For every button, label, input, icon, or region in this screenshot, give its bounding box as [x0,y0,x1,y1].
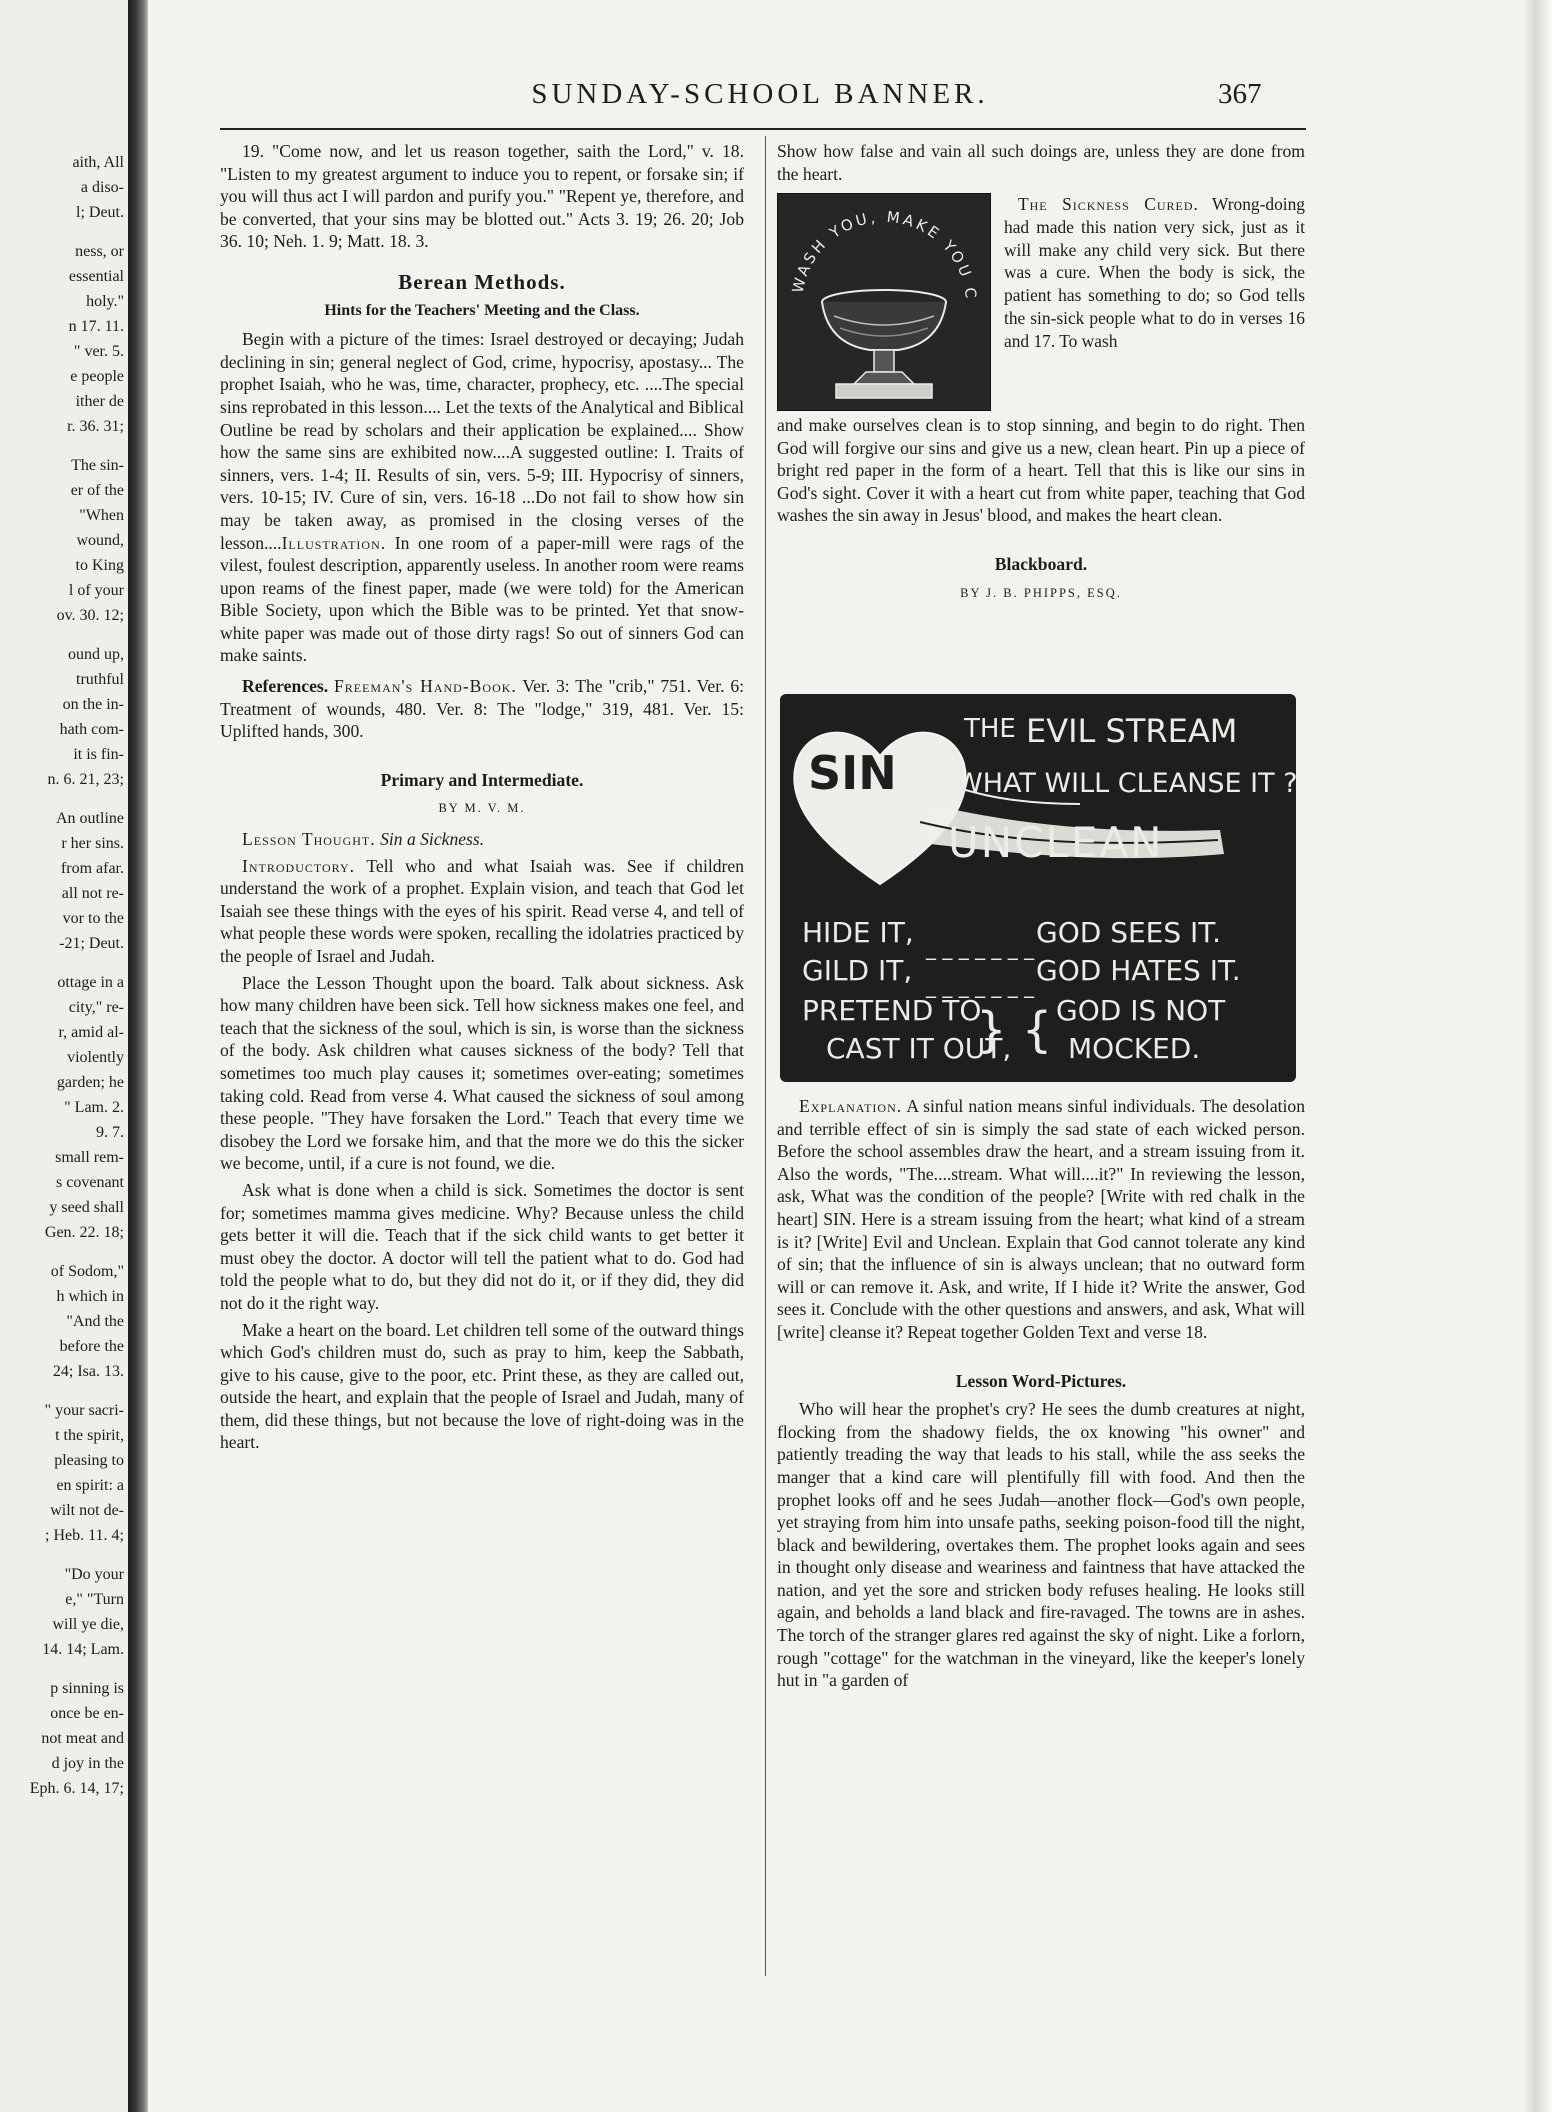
fragment-line: h which in [56,1288,124,1305]
fragment-line: e people [70,368,124,385]
fragment-line: ound up, [68,646,124,663]
fragment-line: garden; he [56,1074,124,1091]
wash-caption: WASH YOU, MAKE YOU C [788,207,981,302]
introductory-text: Tell who and what Isaiah was. See if children understand the work of a prophet. Explain vision, and teach that God let Isaiah see these things with the eyes of his spirit. Read verse 4, and tell of what people these words were spoken, recalling the idolatries practiced by the people of Israel and Judah. [220,855,744,966]
fragment-line: pleasing to [54,1452,124,1469]
page-edge [1524,0,1552,2112]
fragment-line: "When [79,507,124,524]
fragment-line: ov. 30. 12; [56,607,124,624]
blackboard-god-hates: GOD HATES IT. [1036,954,1241,987]
blackboard-byline: BY J. B. PHIPPS, ESQ. [960,585,1122,600]
fragment-line: "And the [66,1313,124,1330]
berean-subheading: Hints for the Teachers' Meeting and the Class. [324,301,640,319]
right-top-paragraph: Show how false and vain all such doings are, unless they are done from the heart. [777,141,1305,184]
fragment-line: from afar. [60,860,124,877]
wash-basin-illustration [777,193,991,411]
blackboard-heading: Blackboard. [994,553,1088,574]
blackboard-cast-it-out: CAST IT OUT, [826,1032,1012,1065]
fragment-line: ottage in a [57,974,124,991]
sickness-label: The Sickness Cured. [1018,194,1199,214]
references-text: Ver. 3: The "crib," 751. Ver. 6: Treatment of wounds, 480. Ver. 8: The "lodge," 319, 481. Ver. 15: Uplifted hands, 300. [220,676,745,742]
left-column [220,140,744,1458]
lesson-thought [220,828,744,851]
fragment-line: small rem- [55,1149,124,1166]
berean-methods-heading: Berean Methods. [398,269,566,294]
blackboard-dashes-2: _ _ _ _ _ _ _ [926,974,1035,998]
fragment-line: " Lam. 2. [64,1099,124,1116]
fragment-line: The sin- [71,457,124,474]
fragment-line: r, amid al- [58,1024,124,1041]
fragment-line: city," re- [68,999,124,1016]
fragment-line: ither de [75,393,124,410]
fragment-line: n 17. 11. [68,318,124,335]
fragment-line: 9. 7. [96,1124,124,1141]
fragment-line: l; Deut. [76,204,124,221]
fragment-line: will ye die, [52,1616,124,1633]
fragment-line: once be en- [50,1705,124,1722]
right-column-middle [777,414,1305,612]
fragment-line: on the in- [62,696,124,713]
lesson-thought-label: Lesson Thought. [242,829,376,850]
blackboard-evil-stream: EVIL STREAM [1026,712,1238,750]
fragment-line: Gen. 22. 18; [44,1224,124,1241]
blackboard-illustration [780,694,1296,1082]
fragment-line: 14. 14; Lam. [42,1641,124,1658]
fragment-line: Eph. 6. 14, 17; [29,1780,124,1797]
page-number: 367 [1218,78,1262,110]
illustration-label: Illustration. [281,532,387,553]
explanation-text: A sinful nation means sinful individuals. The desolation and terrible effect of sin is simply the sad state of each wicked person. Before the school assembles draw the heart, and a stream issuing from it. Also the words, "The....stream. What will....it?" In reviewing the lesson, ask, What was the condition of the people? [Write with red chalk in the heart] SIN. Here is a stream issuing from the heart; what kind of a stream is it? [Write] Evil and Unclean. Explain that God cannot tolerate any kind of sin; that the influence of sin is always unclean; that no outward form will or can remove it. Ask, and write, If I hide it? Write the answer, God sees it. Conclude with the other questions and answers, and ask, What will [write] cleanse it? Repeat together Golden Text and verse 18. [777,1096,1305,1342]
fragment-line: it is fin- [73,746,124,763]
fragment-line: not meat and [41,1730,124,1747]
fragment-line: essential [68,268,124,285]
sickness-continued: and make ourselves clean is to stop sinning, and begin to do right. Then God will forgive our sins and give us a new, clean heart. Pin up a piece of bright red paper in the form of a heart. Tell that this is like our sins in God's sight. Cover it with a heart cut from white paper, teaching that God washes the sin away in Jesus' blood, and makes the heart clean. [777,415,1305,526]
fragment-line: s covenant [56,1174,124,1191]
fragment-line: 24; Isa. 13. [52,1363,124,1380]
fragment-line: r her sins. [61,835,124,852]
right-column-bottom [777,1095,1305,1696]
fragment-line: p sinning is [50,1680,124,1697]
blackboard-mocked: MOCKED. [1068,1032,1201,1065]
sickness-paragraph [1004,193,1305,353]
fragment-line: to King [75,557,124,574]
fragment-line: " ver. 5. [73,343,124,360]
blackboard-god-is-not: GOD IS NOT [1056,994,1226,1027]
fragment-line: vor to the [62,910,124,927]
fragment-line: holy." [86,293,124,310]
introductory-label: Introductory. [242,855,356,876]
blackboard-dashes-1: _ _ _ _ _ _ _ [926,936,1035,960]
blackboard-the: THE [964,714,1016,744]
introductory-paragraph [220,855,744,968]
binding-gutter [128,0,148,2112]
fragment-line: hath com- [59,721,124,738]
fragment-line: er of the [70,482,124,499]
blackboard-sin: SIN [808,746,897,800]
fragment-line: t the spirit, [55,1427,124,1444]
blackboard-hide-it: HIDE IT, [802,916,914,949]
references-paragraph [220,675,744,743]
adjacent-page-fragment [0,0,128,2112]
blackboard-what-will: WHAT WILL CLEANSE IT ? [956,768,1298,799]
fragment-line: n. 6. 21, 23; [47,771,124,788]
word-pictures-paragraph: Who will hear the prophet's cry? He sees the dumb creatures at night, flocking from the shadowy fields, the ox knowing "his owner" and patiently treading the way that leads to his stall, while the ass seeks the manger that a kind care will plentifully fill with food. And then the prophet looks off and he sees Judah—another flock—God's own people, yet straying from him into unsafe paths, seeking poison-food till the night, black and bewildering, overtakes them. The prophet looks again and sees in thought only disease and weariness and faintness that have attacked the nation, and yet the sore and stricken body refuses healing. He looks still again, and beholds a land black and fire-ravaged. The towns are in ashes. The torch of the stranger glares red against the sky of night. Like a forlorn, rough "cottage" for the watchman in the vineyard, like the keeper's lonely hut in "a garden of [777,1399,1305,1691]
sickness-cured-section [1004,193,1305,357]
fragment-line: violently [67,1049,124,1066]
blackboard-pretend: PRETEND TO [802,994,982,1027]
primary-byline: BY M. V. M. [438,801,526,816]
column-divider [765,136,766,1976]
fragment-line: aith, All [72,154,124,171]
running-header: SUNDAY-SCHOOL BANNER. [531,78,989,110]
basin-icon [778,194,990,410]
berean-paragraph [220,328,744,667]
explanation-label: Explanation. [799,1096,903,1116]
fragment-line: a diso- [80,179,124,196]
intro-paragraph: 19. "Come now, and let us reason together, saith the Lord," v. 18. "Listen to my greatest argument to induce you to repent, or forsake sin; if you will thus act I will pardon and purify you." "Repent ye, therefore, and be converted, that your sins may be blotted out." Acts 3. 19; 26. 20; Job 36. 10; Neh. 1. 9; Matt. 18. 3. [220,141,744,252]
fragment-line: wound, [76,532,124,549]
svg-text:WASH YOU, MAKE YOU CLEAN. [778,194,980,302]
fragment-line: r. 36. 31; [67,418,124,435]
primary-heading: Primary and Intermediate. [380,769,584,790]
fragment-line: " your sacri- [44,1402,124,1419]
fragment-line: "Do your [64,1566,124,1583]
fragment-line: before the [59,1338,124,1355]
sickness-text: Wrong-doing had made this nation very sick, just as it will make any child very sick. But there was a cure. When the body is sick, the patient has something to do; so God tells the sin-sick people what to do in verses 16 and 17. To wash [1004,194,1305,351]
fragment-line: d joy in the [51,1755,124,1772]
lesson-thought-text: Sin a Sickness. [380,829,485,850]
word-pictures-heading: Lesson Word-Pictures. [955,1370,1127,1391]
fragment-line: e," "Turn [65,1591,124,1608]
fragment-line: of Sodom," [50,1263,124,1280]
blackboard-braces: } { [976,1002,1053,1058]
fragment-line: all not re- [61,885,124,902]
blackboard-god-sees: GOD SEES IT. [1036,916,1221,949]
berean-text-b: In one room of a paper-mill were rags of the vilest, foulest description, apparently useless. In another room were reams upon reams of the finest paper, made (we were told) for the American Bible Society, upon which the Bible was to be printed. Yet that snow-white paper was made out of those dirty rags! So out of sinners God can make saints. [220,532,744,666]
references-label: References. [242,676,329,697]
fragment-line: wilt not de- [50,1502,124,1519]
explanation-paragraph [777,1095,1305,1344]
fragment-line: ; Heb. 11. 4; [45,1527,124,1544]
paragraph-doctor: Ask what is done when a child is sick. Sometimes the doctor is sent for; sometimes mamma gives medicine. Why? Because unless the child gets better it will die. Teach that if the sick child wants to get better it must obey the doctor. A doctor will tell the patient what to do. God had told the people what to do, but they did not do it, or if they did, they did not do it the right way. [220,1179,744,1313]
fragment-line: ness, or [75,243,124,260]
handbook-label: Freeman's Hand-Book. [333,676,517,697]
blackboard-gild-it: GILD IT, [802,954,913,987]
blackboard-unclean: UNCLEAN [948,818,1164,867]
fragment-line: en spirit: a [56,1477,124,1494]
fragment-line: truthful [76,671,124,688]
fragment-line: An outline [56,810,124,827]
paragraph-heart: Make a heart on the board. Let children tell some of the outward things which God's children must do, such as pray to him, keep the Sabbath, give to his cause, give to the poor, etc. Print these, as they are called out, outside the heart, and explain that the people of Israel and Judah, many of them, did these things, but not because the love of right-doing was in the heart. [220,1319,744,1453]
fragment-line: -21; Deut. [59,935,124,952]
right-column-top [777,140,1305,189]
header-rule [220,128,1306,130]
berean-text-a: Begin with a picture of the times: Israel destroyed or decaying; Judah declining in sin; general neglect of God, crime, hypocrisy, apostasy... The prophet Isaiah, who he was, time, character, prophecy, etc. ....The special sins reprobated in this lesson.... Let the texts of the Analytical and Biblical Outline be read by scholars and their application be explained.... Show how the same sins are exhibited now....A suggested outline: I. Traits of sinners, vers. 1-4; II. Results of sin, vers. 5-9; III. Hypocrisy of sinners, vers. 10-15; IV. Cure of sin, vers. 16-18 ...Do not fail to show how sin may be taken away, as promised in the closing verses of the lesson.... [220,329,744,553]
paragraph-sickness: Place the Lesson Thought upon the board. Talk about sickness. Ask how many children have been sick. Tell how sickness makes one feel, and teach that the sickness of the soul, which is sin, is worse than the sickness of the body. Ask children what causes sickness of the body? Tell that sometimes too much play causes it; sometimes over-eating; sometimes taking cold. Read from verse 4. What caused the sickness of soul among these people. "They have forsaken the Lord." Teach that every time we disobey the Lord we forsake him, and that the more we do this the sicker we become, until, if a cure is not found, we die. [220,972,744,1174]
fragment-line: y seed shall [49,1199,124,1216]
fragment-line: l of your [68,582,124,599]
